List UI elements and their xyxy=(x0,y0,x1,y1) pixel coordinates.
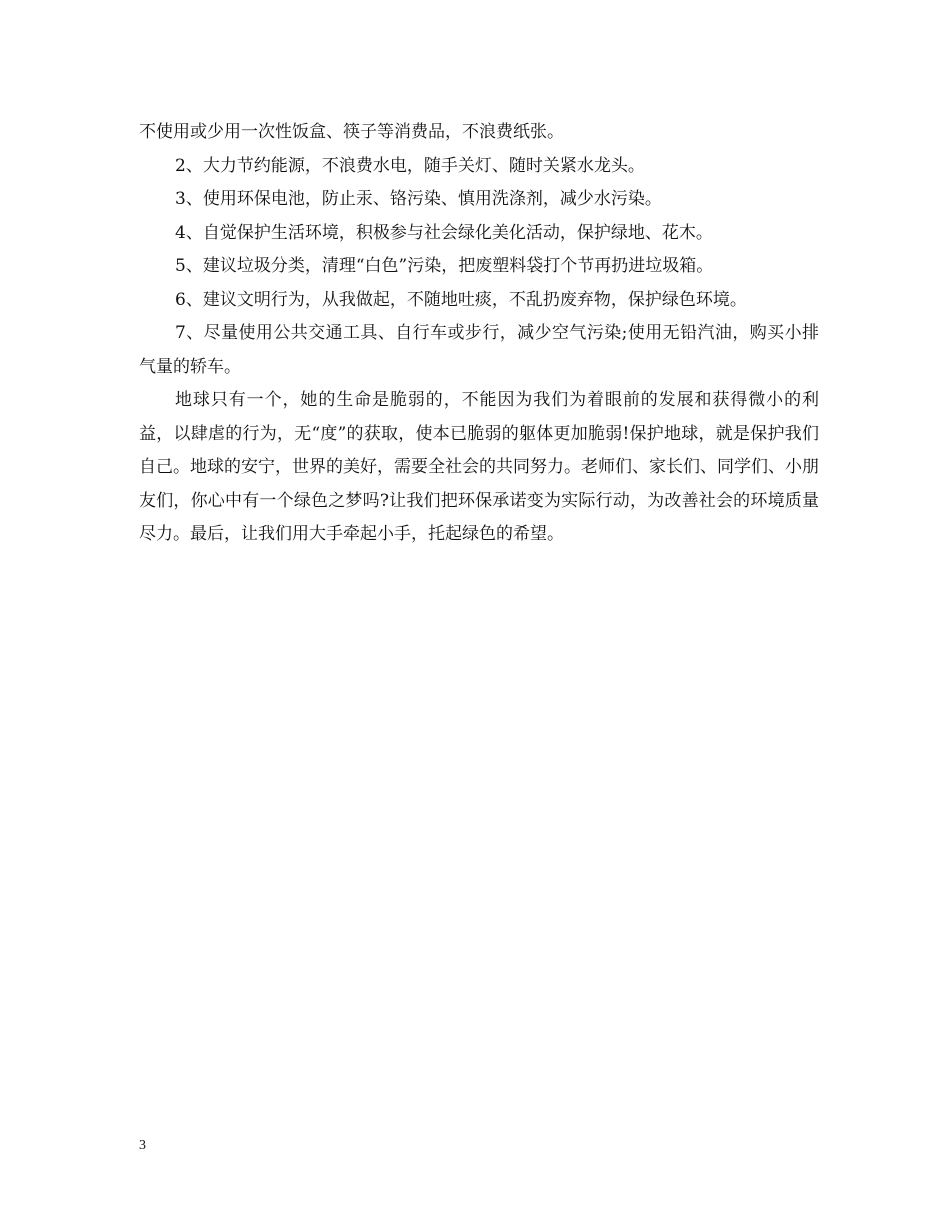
paragraph-continuation: 不使用或少用一次性饭盒、筷子等消费品，不浪费纸张。 xyxy=(139,122,564,142)
paragraph-item-6: 6、建议文明行为，从我做起，不随地吐痰，不乱扔废弃物，保护绿色环境。 xyxy=(175,289,747,310)
paragraph-item-3: 3、使用环保电池，防止汞、铬污染、慎用洗涤剂，减少水污染。 xyxy=(175,189,662,209)
paragraph-item-4: 4、自觉保护生活环境，积极参与社会绿化美化活动，保护绿地、花木。 xyxy=(175,222,713,243)
page-number: 3 xyxy=(139,1138,146,1153)
paragraph-item-7: 7、尽量使用公共交通工具、自行车或步行，减少空气污染;使用无铅汽油，购买小排气量的轿车。 xyxy=(139,323,819,377)
paragraph-item-5: 5、建议垃圾分类，清理“白色”污染，把废塑料袋打个节再扔进垃圾箱。 xyxy=(175,256,714,276)
paragraph-item-2: 2、大力节约能源，不浪费水电，随手关灯、随时关紧水龙头。 xyxy=(175,155,645,176)
document-body xyxy=(139,116,819,552)
paragraph-closing: 地球只有一个，她的生命是脆弱的，不能因为我们为着眼前的发展和获得微小的利益，以肆虐的行为，无“度”的获取，使本已脆弱的躯体更加脆弱!保护地球，就是保护我们自己。地球的安宁，世界的美好，需要全社会的共同努力。老师们、家长们、同学们、小朋友们，你心中有一个绿色之梦吗?让我们把环保承诺变为实际行动，为改善社会的环境质量尽力。最后，让我们用大手牵起小手，托起绿色的希望。 xyxy=(139,390,819,544)
